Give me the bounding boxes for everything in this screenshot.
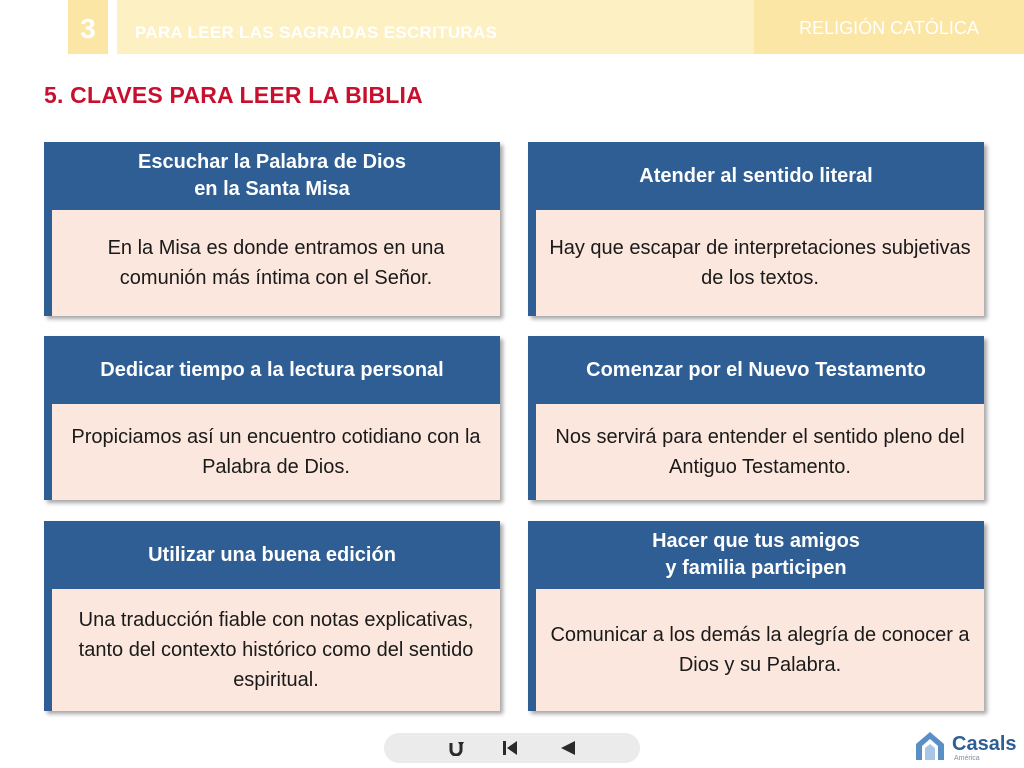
section-title: 5. CLAVES PARA LEER LA BIBLIA	[44, 82, 423, 108]
card-text: En la Misa es donde entramos en una comunión más íntima con el Señor.	[52, 210, 500, 316]
unit-number: 3	[68, 0, 108, 54]
card-escuchar-palabra	[44, 142, 500, 316]
card-text: Comunicar a los demás la alegría de conocer a Dios y su Palabra.	[536, 589, 984, 711]
card-text: Propiciamos así un encuentro cotidiano con la Palabra de Dios.	[52, 404, 500, 500]
first-page-button[interactable]	[490, 733, 530, 763]
undo-icon	[448, 740, 464, 756]
previous-button[interactable]	[548, 733, 588, 763]
card-text: Nos servirá para entender el sentido pleno del Antiguo Testamento.	[536, 404, 984, 500]
navigation-bar	[384, 733, 640, 763]
casals-logo	[914, 728, 1020, 764]
card-title: Comenzar por el Nuevo Testamento	[586, 358, 926, 381]
card-title: Hacer que tus amigos y familia participen	[652, 530, 860, 579]
logo-subtitle: América	[954, 755, 980, 762]
subject-label: RELIGIÓN CATÓLICA	[754, 0, 1024, 54]
card-nuevo-testamento	[528, 336, 984, 500]
card-lectura-personal	[44, 336, 500, 500]
card-title: Escuchar la Palabra de Dios en la Santa Misa	[138, 151, 406, 200]
unit-title: PARA LEER LAS SAGRADAS ESCRITURAS	[117, 0, 754, 54]
card-text: Hay que escapar de interpretaciones subjetivas de los textos.	[536, 210, 984, 316]
card-buena-edicion	[44, 521, 500, 711]
card-title: Utilizar una buena edición	[148, 543, 396, 566]
first-page-icon	[502, 740, 518, 756]
card-amigos-familia	[528, 521, 984, 711]
house-logo-icon	[914, 730, 946, 762]
previous-icon	[560, 740, 576, 756]
undo-button[interactable]	[436, 733, 476, 763]
card-title: Atender al sentido literal	[639, 164, 873, 187]
card-title: Dedicar tiempo a la lectura personal	[100, 358, 444, 381]
card-text: Una traducción fiable con notas explicativas, tanto del contexto histórico como del sentido espiritual.	[52, 589, 500, 711]
logo-wordmark: Casals	[952, 733, 1017, 755]
card-sentido-literal	[528, 142, 984, 316]
